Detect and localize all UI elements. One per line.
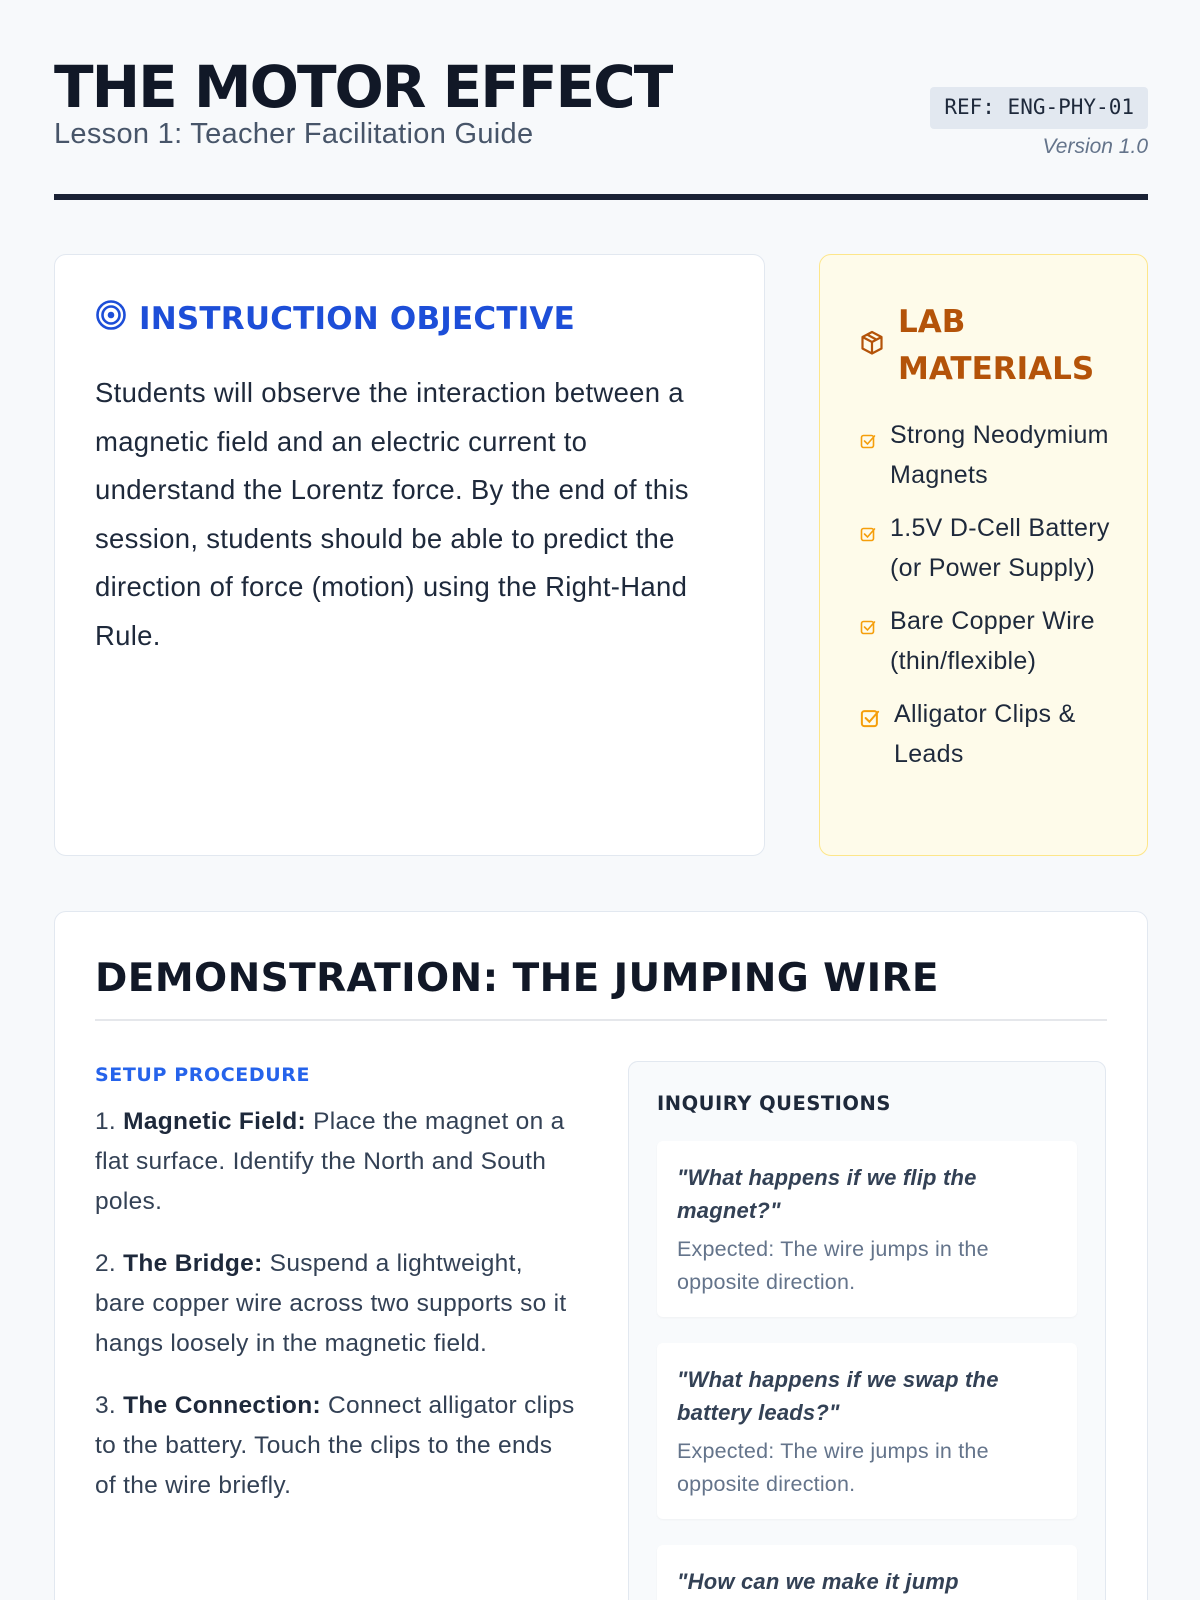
list-item	[860, 601, 1117, 681]
list-item	[860, 694, 1117, 774]
inquiry-panel	[628, 1061, 1106, 1600]
demonstration-card	[54, 911, 1148, 1600]
checkbox-icon	[860, 607, 876, 681]
material-label: Bare Copper Wire (thin/flexible)	[890, 607, 1095, 675]
target-icon	[95, 299, 127, 339]
objective-card	[54, 254, 765, 856]
page-header	[54, 52, 1148, 200]
setup-step: 2. The Bridge: Suspend a lightweight, bare copper wire across two supports so it hangs loosely in the magnetic field.	[95, 1250, 567, 1357]
list-item	[860, 415, 1117, 495]
demonstration-title: DEMONSTRATION: THE JUMPING WIRE	[95, 956, 1107, 1021]
checkbox-icon	[860, 700, 880, 774]
expected-answer: Expected: The wire jumps in the opposite direction.	[677, 1439, 989, 1496]
materials-card	[819, 254, 1148, 856]
question-text: "What happens if we flip the magnet?"	[677, 1165, 977, 1223]
question-card	[657, 1343, 1077, 1519]
list-item	[860, 508, 1117, 588]
version-label: Version 1.0	[1042, 135, 1148, 158]
checkbox-icon	[860, 421, 876, 495]
material-label: Alligator Clips & Leads	[894, 700, 1076, 768]
setup-procedure	[95, 1064, 575, 1506]
materials-title: LAB MATERIALS	[898, 304, 1095, 387]
material-label: Strong Neodymium Magnets	[890, 421, 1109, 489]
question-card	[657, 1545, 1077, 1600]
material-label: 1.5V D-Cell Battery (or Power Supply)	[890, 514, 1110, 582]
objective-heading	[95, 299, 724, 339]
setup-step: 1. Magnetic Field: Place the magnet on a flat surface. Identify the North and South poles.	[95, 1108, 565, 1215]
setup-step: 3. The Connection: Connect alligator clips to the battery. Touch the clips to the ends of the wire briefly.	[95, 1392, 575, 1499]
reference-badge: REF: ENG-PHY-01	[930, 87, 1148, 129]
question-text: "What happens if we swap the battery leads?"	[677, 1367, 999, 1425]
page-subtitle: Lesson 1: Teacher Facilitation Guide	[54, 118, 534, 150]
objective-body: Students will observe the interaction between a magnetic field and an electric current to understand the Lorentz force. By the end of this session, students should be able to predict the direction of force (motion) using the Right-Hand Rule.	[95, 377, 689, 651]
question-card	[657, 1141, 1077, 1317]
question-text: "How can we make it jump	[677, 1569, 959, 1594]
inquiry-label: INQUIRY QUESTIONS	[657, 1092, 891, 1115]
setup-label: SETUP PROCEDURE	[95, 1064, 311, 1086]
materials-list	[860, 415, 1117, 774]
checkbox-icon	[860, 514, 876, 588]
page-title: THE MOTOR EFFECT	[54, 53, 672, 121]
objective-title: INSTRUCTION OBJECTIVE	[139, 301, 576, 337]
materials-heading	[860, 299, 1117, 393]
box-icon	[860, 323, 884, 370]
expected-answer: Expected: The wire jumps in the opposite direction.	[677, 1237, 989, 1294]
